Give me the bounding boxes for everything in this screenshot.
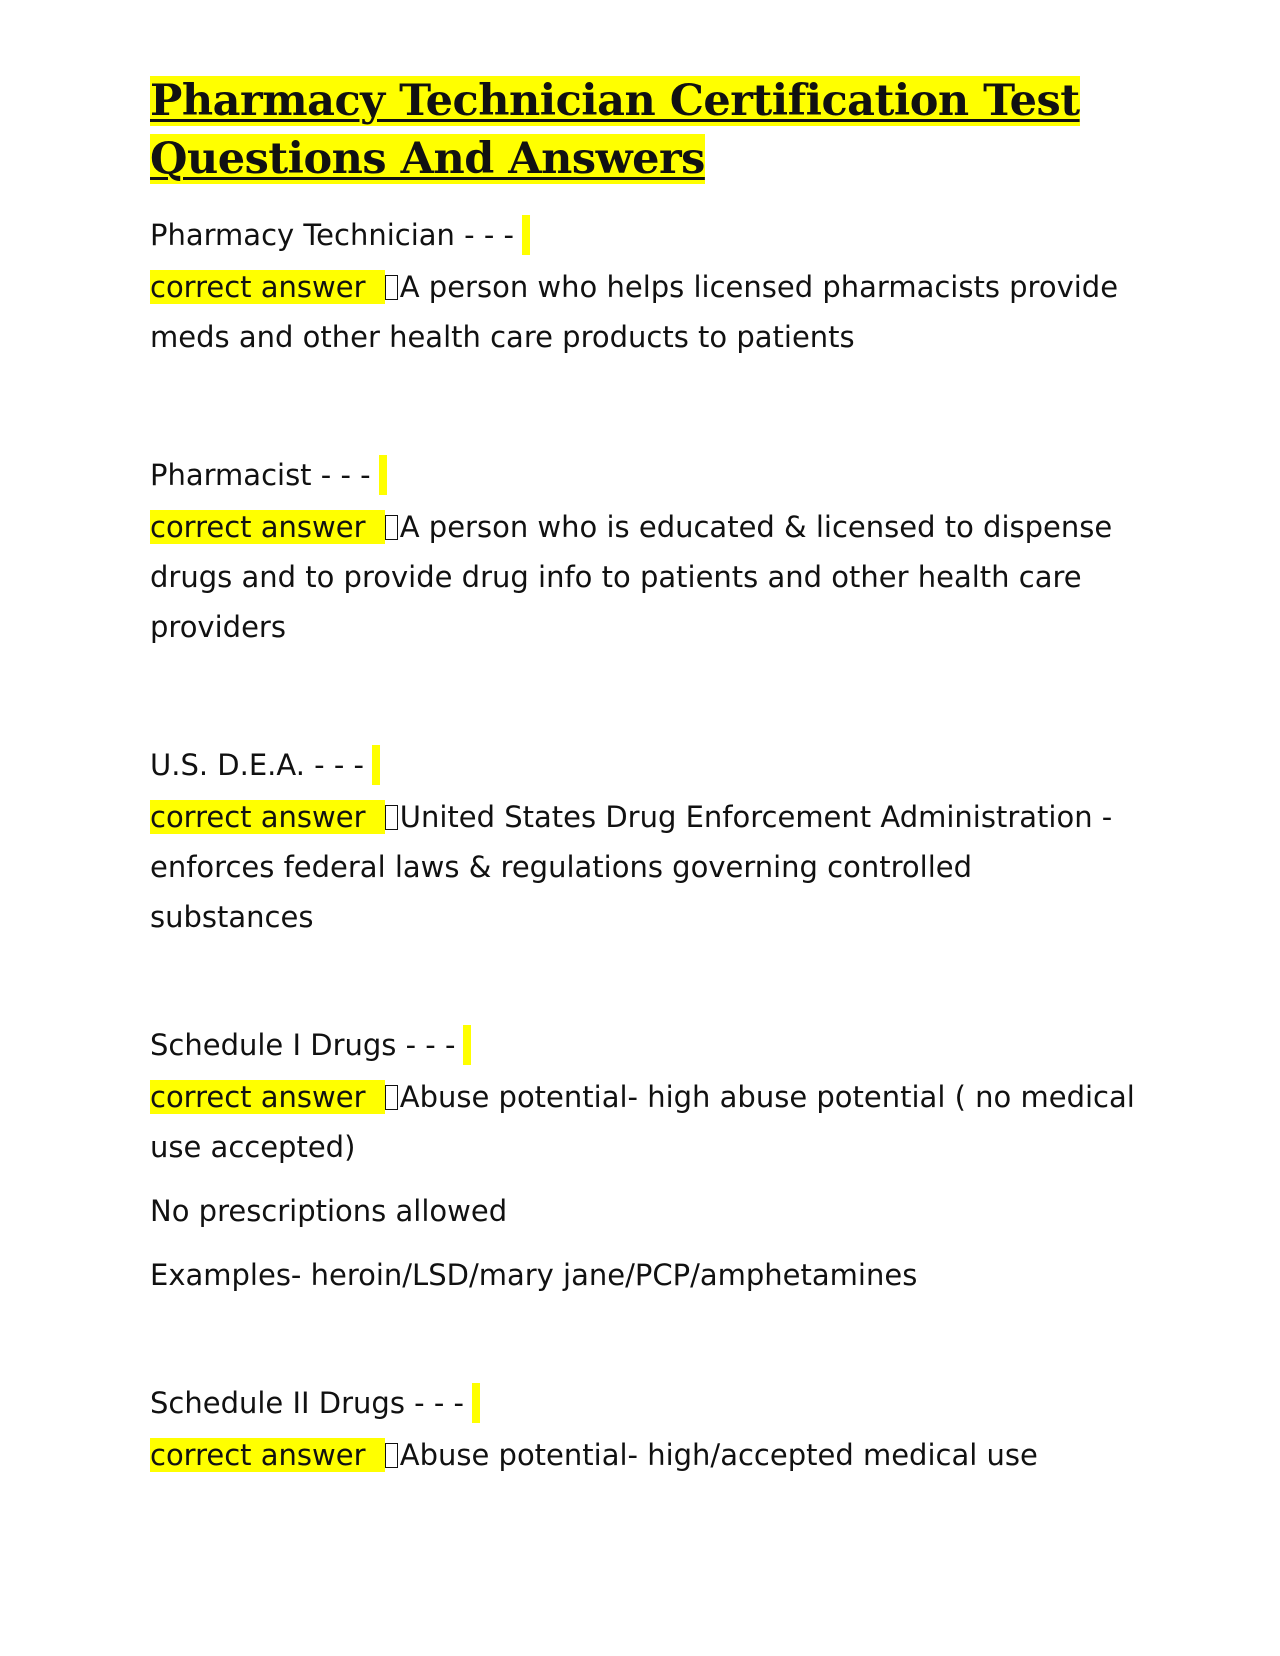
term-text: Pharmacist - - - <box>150 458 371 492</box>
answer-text: Abuse potential- high/accepted medical use <box>399 1438 1038 1472</box>
term-text: U.S. D.E.A. - - - <box>150 748 364 782</box>
qa-entry <box>150 740 1140 942</box>
missing-glyph-icon <box>385 805 398 830</box>
qa-entry <box>150 1378 1140 1480</box>
answer-row <box>150 1430 1140 1480</box>
qa-entry <box>150 210 1140 362</box>
term-row <box>150 1378 1140 1428</box>
term-row <box>150 1020 1140 1070</box>
answer-label: correct answer <box>150 510 385 544</box>
answer-text: United States Drug Enforcement Administration - enforces federal laws & regulations governing controlled substances <box>150 800 1113 934</box>
term-text: Pharmacy Technician - - - <box>150 218 514 252</box>
highlight-marker <box>463 1025 471 1065</box>
answer-text: A person who is educated & licensed to dispense drugs and to provide drug info to patients and other health care providers <box>150 510 1113 644</box>
highlight-marker <box>472 1383 480 1423</box>
missing-glyph-icon <box>385 1085 398 1110</box>
answer-row <box>150 792 1140 942</box>
highlight-marker <box>372 745 380 785</box>
answer-label: correct answer <box>150 1080 385 1114</box>
qa-entry <box>150 450 1140 652</box>
answer-label: correct answer <box>150 800 385 834</box>
answer-label: correct answer <box>150 1438 385 1472</box>
term-row <box>150 210 1140 260</box>
answer-note: No prescriptions allowed <box>150 1194 508 1228</box>
highlight-marker <box>522 215 530 255</box>
missing-glyph-icon <box>385 1443 398 1468</box>
term-text: Schedule I Drugs - - - <box>150 1028 456 1062</box>
answer-text: A person who helps licensed pharmacists provide meds and other health care products to patients <box>150 270 1119 354</box>
term-text: Schedule II Drugs - - - <box>150 1386 465 1420</box>
document-page <box>150 72 1140 1564</box>
title-line-2: Questions And Answers <box>150 134 705 184</box>
answer-text: Abuse potential- high abuse potential ( no medical use accepted) <box>150 1080 1135 1164</box>
missing-glyph-icon <box>385 275 398 300</box>
answer-row <box>150 502 1140 652</box>
answer-note: Examples- heroin/LSD/mary jane/PCP/amphetamines <box>150 1258 918 1292</box>
missing-glyph-icon <box>385 515 398 540</box>
term-row <box>150 740 1140 790</box>
answer-row <box>150 262 1140 362</box>
answer-label: correct answer <box>150 270 385 304</box>
term-row <box>150 450 1140 500</box>
document-title <box>150 72 1140 188</box>
highlight-marker <box>379 455 387 495</box>
qa-entry <box>150 1020 1140 1300</box>
answer-row <box>150 1072 1140 1172</box>
title-line-1: Pharmacy Technician Certification Test <box>150 76 1080 126</box>
